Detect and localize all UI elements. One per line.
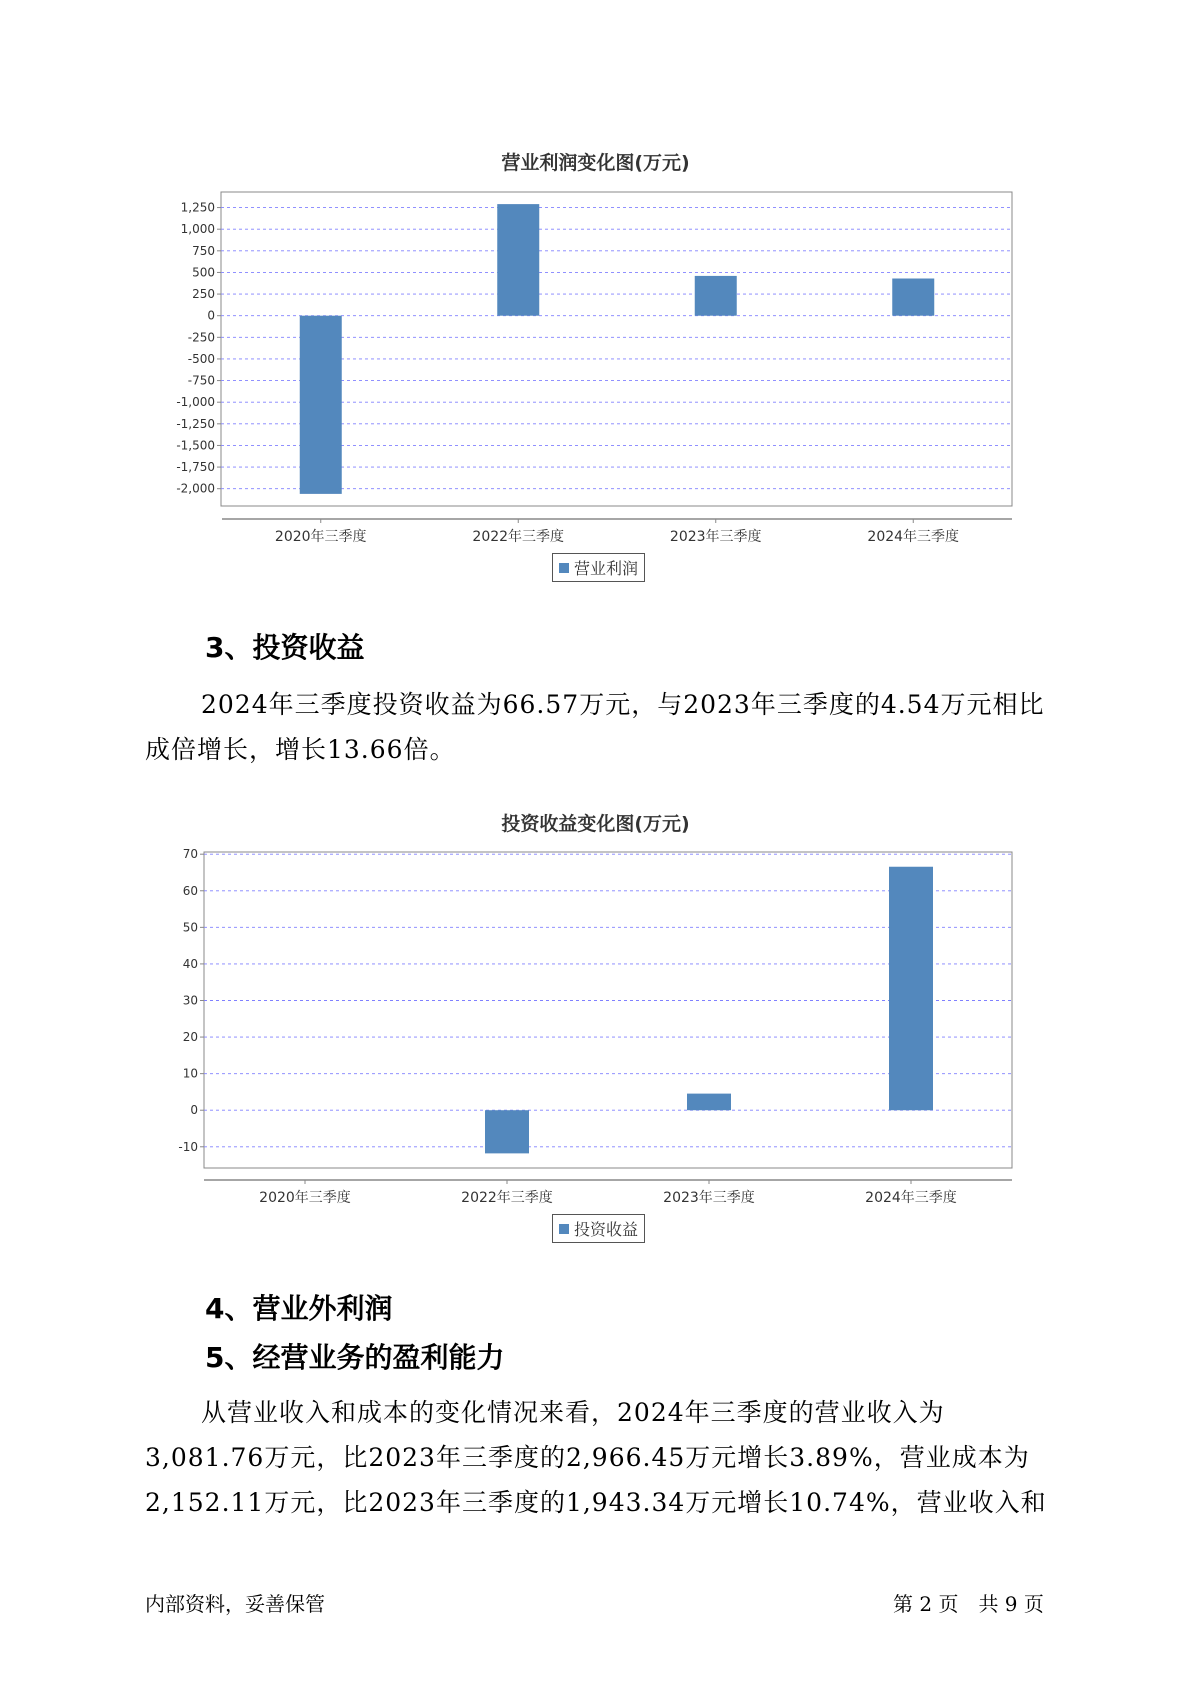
bar [687, 1094, 731, 1111]
y-tick-label: 40 [182, 956, 198, 971]
y-tick-label: -10 [178, 1139, 198, 1154]
section-5-paragraph [145, 1390, 1065, 1525]
paragraph-line: 2024年三季度投资收益为66.57万元，与2023年三季度的4.54万元相比 [201, 690, 1045, 719]
y-tick-label: 750 [192, 243, 215, 258]
y-tick-label: 60 [182, 883, 198, 898]
x-tick-label: 2022年三季度 [461, 1190, 553, 1206]
y-tick-label: -1,750 [176, 460, 215, 475]
bar [889, 867, 933, 1110]
legend-label: 投资收益 [574, 1220, 639, 1239]
footer-page-number: 第 2 页 共 9 页 [893, 1592, 1044, 1616]
y-tick-label: 0 [207, 308, 215, 323]
legend-swatch [559, 1224, 569, 1234]
bar [485, 1110, 529, 1153]
paragraph-line: 3,081.76万元，比2023年三季度的2,966.45万元增长3.89%，营业成本为 [145, 1443, 1030, 1472]
legend-investment-income [552, 1214, 645, 1243]
y-tick-label: 250 [192, 287, 215, 302]
x-tick-label: 2024年三季度 [867, 529, 960, 545]
footer-confidential-note: 内部资料，妥善保管 [145, 1592, 325, 1616]
x-tick-label: 2022年三季度 [472, 529, 565, 545]
y-tick-label: 10 [182, 1066, 198, 1081]
y-tick-label: 1,250 [180, 200, 215, 215]
chart-title-operating-profit: 营业利润变化图(万元) [501, 152, 690, 174]
y-tick-label: -500 [187, 351, 215, 366]
y-tick-label: -1,500 [176, 438, 215, 453]
y-tick-label: 500 [192, 265, 215, 280]
x-tick-label: 2023年三季度 [663, 1190, 755, 1206]
y-tick-label: -750 [187, 373, 215, 388]
x-tick-label: 2024年三季度 [865, 1190, 957, 1206]
y-tick-label: -1,250 [176, 416, 215, 431]
section-4-heading: 4、营业外利润 [205, 1292, 393, 1325]
x-tick-label: 2020年三季度 [259, 1190, 351, 1206]
legend-label: 营业利润 [574, 559, 639, 578]
y-tick-label: 30 [182, 993, 198, 1008]
y-tick-label: 0 [190, 1103, 198, 1118]
x-tick-label: 2023年三季度 [669, 529, 762, 545]
y-tick-label: -2,000 [176, 481, 215, 496]
x-tick-label: 2020年三季度 [274, 529, 367, 545]
y-tick-label: 20 [182, 1030, 198, 1045]
section-3-heading: 3、投资收益 [205, 631, 365, 664]
y-tick-label: -250 [187, 330, 215, 345]
paragraph-line: 2,152.11万元，比2023年三季度的1,943.34万元增长10.74%，营业收入和 [145, 1488, 1047, 1517]
y-tick-label: 70 [182, 847, 198, 862]
paragraph-line: 成倍增长，增长13.66倍。 [145, 735, 456, 764]
section-5-heading: 5、经营业务的盈利能力 [205, 1341, 505, 1374]
chart-title-investment-income: 投资收益变化图(万元) [501, 813, 690, 835]
paragraph-line: 从营业收入和成本的变化情况来看，2024年三季度的营业收入为 [201, 1398, 945, 1427]
y-tick-label: 50 [182, 920, 198, 935]
y-tick-label: 1,000 [180, 222, 215, 237]
y-tick-label: -1,000 [176, 395, 215, 410]
